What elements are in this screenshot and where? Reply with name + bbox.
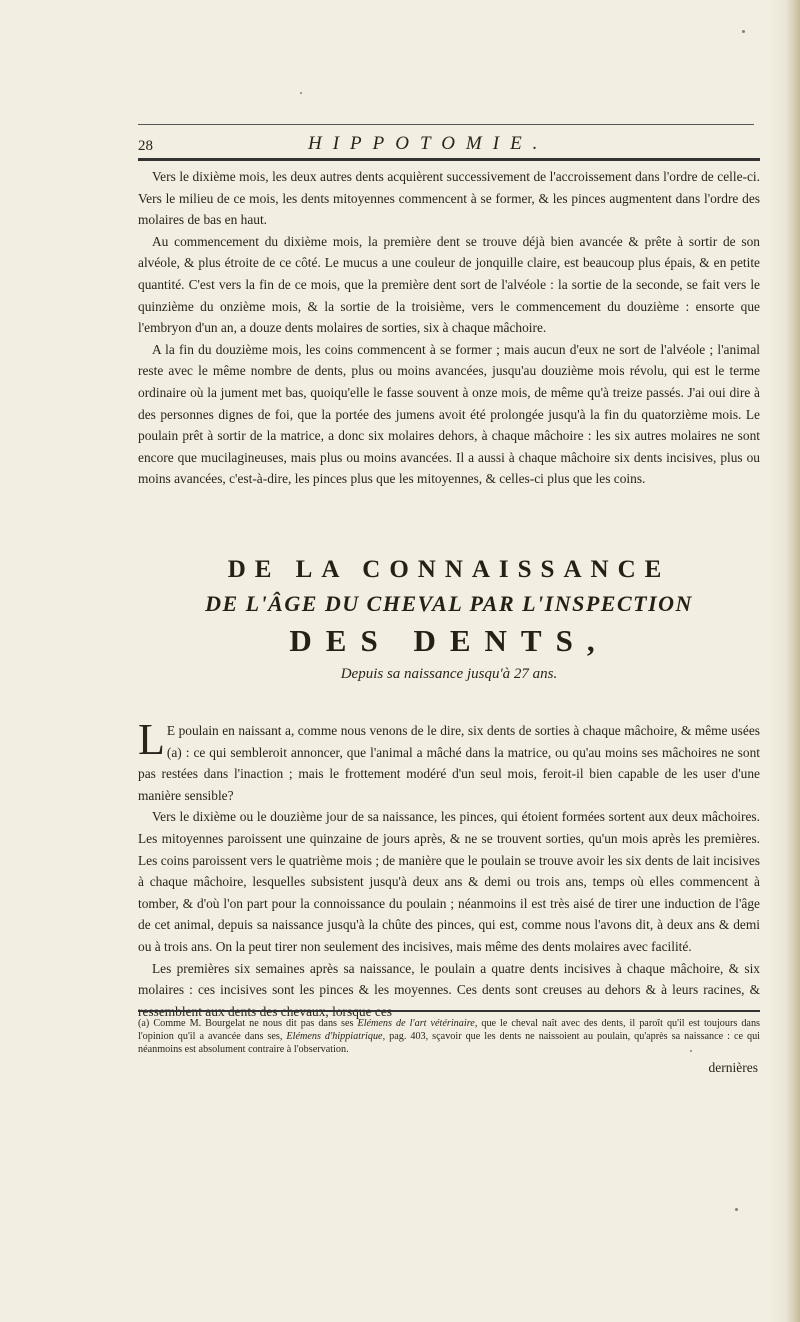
drop-cap: L (138, 715, 165, 764)
section-title-line-3: DES DENTS, (289, 623, 609, 658)
footnote-text-2: , que le cheval naît avec des dents, il paroît qu'il est toujours dans l'opinion qu'il a avancée dans ses, (138, 1018, 761, 1042)
intro-paragraph-1: Vers le dixième mois, les deux autres dents acquièrent successivement de l'accroissement dans l'ordre de celle-ci. Vers le milieu de ce mois, les dents mitoyennes commencent à se former, & les pinces augmentent dans l'ordre des molaires de bas en haut. (138, 169, 760, 228)
section-title-line-1: DE LA CONNAISSANCE (227, 556, 671, 583)
footnote-work-2: Elémens d'hippiatrique (286, 1030, 383, 1042)
section-paragraph-2: Vers le dixième ou le douzième jour de sa naissance, les pinces, qui étoient formées sortent aux deux mâchoires. Les mitoyennes paroissent une quinzaine de jours après, & ne se trouvent sorties, qu'un mois après les premières. Les coins paroissent vers le quatrième mois ; de manière que le poulain se trouve avoir les six dents de lait incisives à chaque mâchoire, lesquelles subsistent jusqu'à deux ans & demi ou trois ans, temps où elles commencent à tomber, & d'où l'on part pour la connoissance du poulain ; néanmoins il est très aisé de tirer une induction de l'âge de cet animal, depuis sa naissance jusqu'à la chûte des pinces, qui est, comme nous l'avons dit, à deux ans & demi ou à trois ans. On la peut tirer non seulement des incisives, mais même des dents molaires avec facilité. (138, 809, 760, 954)
catchword: dernières (708, 1060, 758, 1075)
section-paragraph-3: Les premières six semaines après sa naissance, le poulain a quatre dents incisives à chaque mâchoire, & six molaires : ces incisives sont les pinces & les moyennes. Ces dents sont creuses au dehors & à leurs racines, & (138, 960, 760, 998)
intro-paragraph-2: Au commencement du dixième mois, la première dent se trouve déjà bien avancée & prête à sortir de son alvéole, & plus étroite de ce côté. Le mucus a une couleur de jonquille claire, est beaucoup plus épais, & en petite quantité. C'est vers la fin de ce mois, que la première dent sort de l'alvéole : la sortie de la seconde, se fait vers le quinzième du onzième mois, & la sortie de la troisième, vers le commencement du douzième : ensorte que l'embryon d'un an, a douze dents molaires de sorties, six à chaque mâchoire. (138, 233, 760, 336)
page-edge-shadow (786, 0, 800, 1322)
intro-paragraph-3: A la fin du douzième mois, les coins commencent à se former ; mais aucun d'eux ne sort de l'alvéole ; l'animal reste avec le même nombre de dents, plus ou moins avancées, jusqu'au douzième mois révolu, qui est le terme ordinaire où la jument met bas, quoiqu'elle le fasse souvent à onze mois, de même qu'à treize passés. J'ai oui dire à des personnes dignes de foi, que la portée des jumens avoit été prolongée jusqu'à la fin du quatorzième mois. Le poulain prêt à sortir de la matrice, a donc six molaires dehors, à chaque mâchoire : les six autres molaires ne sont encore que mucilagineuses, mais plus ou moins avancées. Il a aussi à chaque mâchoire six dents incisives, plus ou moins avancées, c'est-à-dire, les pinces plus que les mitoyennes, & celles-ci plus que les coins. (138, 341, 760, 487)
section-paragraph-1 (138, 715, 760, 806)
footnote-text-3: , pag. 403, sçavoir que les dents ne naissoient au poulain, qu'après sa naissance : ce qui néanmoins est absolument contraire à l'observation. (138, 1030, 761, 1055)
paper-speck (742, 30, 745, 33)
footnote-marker: (a) (138, 1018, 150, 1029)
section-text (138, 715, 760, 1022)
section-subtitle: Depuis sa naissance jusqu'à 27 ans. (340, 666, 558, 682)
page-header (138, 128, 760, 158)
paper-speck (735, 1208, 738, 1211)
section-title (138, 555, 760, 685)
top-rule (138, 124, 754, 125)
footnote (138, 1018, 760, 1056)
page-number: 28 (138, 138, 153, 154)
footnote-text-1: Comme M. Bourgelat ne nous dit pas dans ses (153, 1018, 354, 1029)
section-paragraph-1-text: E poulain en naissant a, comme nous venons de le dire, six dents de sorties à chaque mâchoire, & même usées (a) : ce qui sembleroit annoncer, que l'animal a mâché dans la matrice, ou qu'au moins ses mâchoires ne sont pas restées dans l'inaction ; mais le frottement modéré d'un seul mois, feroit-il bien capable de les user d'une manière sensible? (138, 723, 760, 803)
running-head: HIPPOTOMIE. (308, 133, 549, 154)
paper-speck (300, 92, 302, 94)
footnote-rule (138, 1010, 760, 1012)
intro-text (138, 166, 760, 490)
footnote-work-1: Elémens de l'art vétérinaire (357, 1018, 475, 1029)
header-rule (138, 158, 760, 161)
section-title-line-2: DE L'ÂGE DU CHEVAL PAR L'INSPECTION (205, 591, 693, 616)
paper-speck (690, 1050, 692, 1052)
